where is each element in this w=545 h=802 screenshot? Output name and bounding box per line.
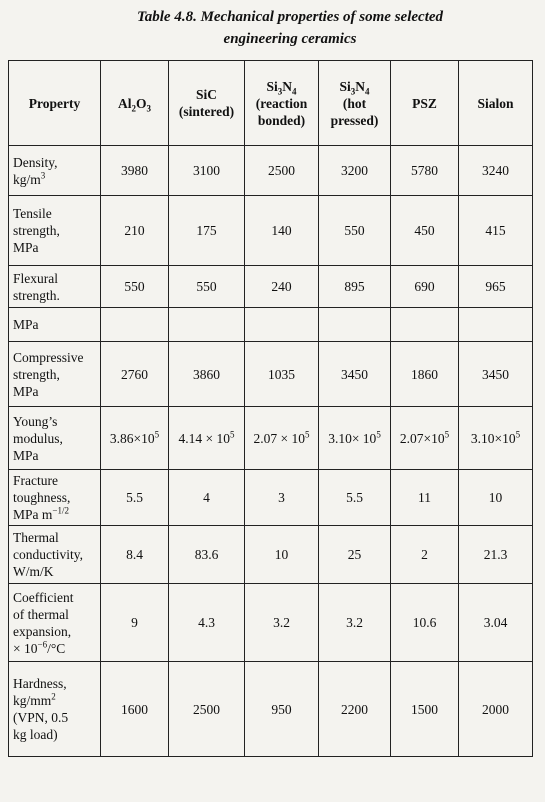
row-label-tensile: Tensile strength, MPa [9,196,101,266]
cell-value: 3450 [459,342,533,407]
cell-value: 1500 [391,662,459,757]
cell-value: 895 [319,266,391,308]
cell-value: 3 [245,470,319,526]
cell-value: 175 [169,196,245,266]
table-row-thermal-expansion [9,584,533,662]
cell-value: 965 [459,266,533,308]
cell-value: $3.10\times 10^5$ [459,407,533,470]
header-property: Property [9,61,101,146]
cell-value: $3.10\times 10^5$ [319,407,391,470]
row-label-flexural: Flexural strength. [9,266,101,308]
row-label-hardness: Hardness, $kg/mm^2$ (VPN, 0.5 kg load) [9,662,101,757]
cell-value: 210 [101,196,169,266]
cell-value: 10 [245,526,319,584]
mechanical-properties-table [8,60,533,757]
header-si3n4-hot-pressed: $Si_3N_4$ (hot pressed) [319,61,391,146]
row-label-compressive: Compressive strength, MPa [9,342,101,407]
cell-value: 9 [101,584,169,662]
caption-line-2: engineering ceramics [223,31,357,47]
cell-value: 950 [245,662,319,757]
cell-value: 5.5 [101,470,169,526]
row-label-thermal-expansion: Coefficient of thermal expansion, × $10^{-6}/^\circ C$ [9,584,101,662]
table-row-density [9,146,533,196]
header-al2o3: $Al_2O_3$ [101,61,169,146]
empty-cell [101,308,169,342]
cell-value: 2760 [101,342,169,407]
cell-value: 2200 [319,662,391,757]
cell-value: 8.4 [101,526,169,584]
empty-cell [245,308,319,342]
cell-value: 3.2 [245,584,319,662]
row-label-mpa: MPa [9,308,101,342]
cell-value: 2500 [245,146,319,196]
cell-value: 1035 [245,342,319,407]
cell-value: 83.6 [169,526,245,584]
table-row-youngs [9,407,533,470]
cell-value: 3100 [169,146,245,196]
row-label-youngs: Young’s modulus, MPa [9,407,101,470]
empty-cell [391,308,459,342]
cell-value: 4 [169,470,245,526]
cell-value: 550 [101,266,169,308]
cell-value: 415 [459,196,533,266]
cell-value: 3200 [319,146,391,196]
cell-value: 3450 [319,342,391,407]
table-row-mpa [9,308,533,342]
table-row-tensile [9,196,533,266]
table-row-hardness [9,662,533,757]
cell-value: 11 [391,470,459,526]
cell-value: 1860 [391,342,459,407]
cell-value: $3.86\times 10^5$ [101,407,169,470]
cell-value: 140 [245,196,319,266]
cell-value: 21.3 [459,526,533,584]
caption-line-1: Table 4.8. Mechanical properties of some selected [136,9,444,25]
cell-value: $2.07 \times 10^5$ [245,407,319,470]
table-row-fracture [9,470,533,526]
header-sialon: Sialon [459,61,533,146]
cell-value: 3.2 [319,584,391,662]
header-row [9,61,533,146]
table-row-thermal-conductivity [9,526,533,584]
cell-value: 2500 [169,662,245,757]
cell-value: 4.3 [169,584,245,662]
cell-value: 1600 [101,662,169,757]
empty-cell [319,308,391,342]
cell-value: 2 [391,526,459,584]
cell-value: 5780 [391,146,459,196]
cell-value: 25 [319,526,391,584]
cell-value: 240 [245,266,319,308]
empty-cell [169,308,245,342]
cell-value: $4.14 \times 10^5$ [169,407,245,470]
table-row-compressive [9,342,533,407]
cell-value: 10.6 [391,584,459,662]
cell-value: 3980 [101,146,169,196]
empty-cell [459,308,533,342]
cell-value: $2.07\times 10^5$ [391,407,459,470]
cell-value: 550 [319,196,391,266]
cell-value: 10 [459,470,533,526]
header-si3n4-reaction-bonded: $Si_3N_4$ (reaction bonded) [245,61,319,146]
cell-value: 3240 [459,146,533,196]
header-psz: PSZ [391,61,459,146]
cell-value: 690 [391,266,459,308]
cell-value: 2000 [459,662,533,757]
row-label-fracture: Fracture toughness, MPa $m^{-1/2}$ [9,470,101,526]
table-caption [80,6,500,50]
row-label-density: Density, $kg/m^3$ [9,146,101,196]
cell-value: 5.5 [319,470,391,526]
cell-value: 450 [391,196,459,266]
cell-value: 550 [169,266,245,308]
header-sic: SiC (sintered) [169,61,245,146]
cell-value: 3.04 [459,584,533,662]
table-row-flexural [9,266,533,308]
cell-value: 3860 [169,342,245,407]
row-label-thermal-conductivity: Thermal conductivity, W/m/K [9,526,101,584]
